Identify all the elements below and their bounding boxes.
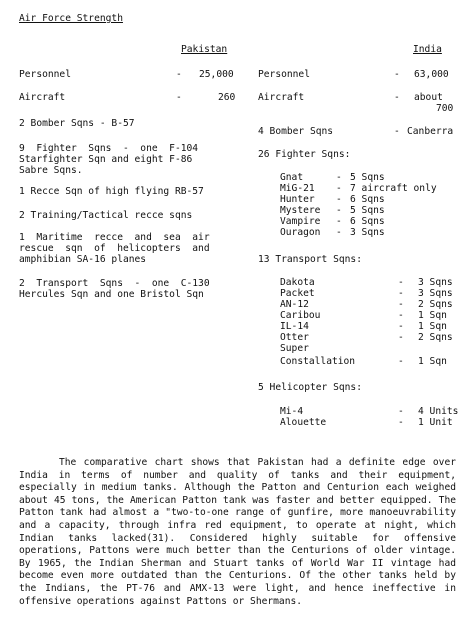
- ind-fighter-heading: 26 Fighter Sqns:: [258, 149, 351, 160]
- ind-transport-value: 2 Sqns: [418, 332, 453, 343]
- ind-heli-name: Alouette: [280, 417, 327, 428]
- ind-bomber-label: 4 Bomber Sqns: [258, 126, 334, 137]
- ind-transport-value: 3 Sqns: [418, 288, 453, 299]
- ind-fighter-name: Hunter: [280, 194, 315, 205]
- pak-personnel-value: 25,000: [199, 69, 234, 80]
- ind-fighter-value: 3 Sqns: [350, 227, 385, 238]
- ind-transport-dash: -: [398, 277, 404, 288]
- ind-transport-dash: -: [398, 332, 404, 343]
- pak-training: 2 Training/Tactical recce sqns: [19, 210, 193, 221]
- ind-fighter-dash: -: [336, 183, 342, 194]
- ind-transport-name: Packet: [280, 288, 315, 299]
- ind-aircraft-value-1: about: [414, 92, 443, 103]
- ind-fighter-name: Vampire: [280, 216, 321, 227]
- ind-fighter-value: 5 Sqns: [350, 172, 385, 183]
- ind-personnel-label: Personnel: [258, 69, 310, 80]
- ind-transport-name: IL-14: [280, 321, 309, 332]
- ind-heli-value: 1 Unit: [418, 417, 453, 428]
- ind-fighter-name: Ouragon: [280, 227, 321, 238]
- ind-transport-name: Otter: [280, 332, 309, 343]
- ind-fighter-dash: -: [336, 216, 342, 227]
- pak-maritime-line-2: rescue sqn of helicopters and: [19, 243, 210, 254]
- pak-maritime-line-3: amphibian SA-16 planes: [19, 254, 147, 265]
- header-india: India: [413, 44, 442, 55]
- ind-heli-heading: 5 Helicopter Sqns:: [258, 382, 362, 393]
- pak-bomber: 2 Bomber Sqns - B-57: [19, 118, 135, 129]
- ind-aircraft-dash: -: [394, 92, 400, 103]
- pak-fighter-line-2: Starfighter Sqn and eight F-86: [19, 154, 193, 165]
- ind-transport-name: Dakota: [280, 277, 315, 288]
- pak-fighter-line-1: 9 Fighter Sqns - one F-104: [19, 143, 199, 154]
- ind-aircraft-value-2: 700: [436, 103, 454, 114]
- ind-fighter-dash: -: [336, 194, 342, 205]
- ind-fighter-name: MiG-21: [280, 183, 315, 194]
- pak-aircraft-dash: -: [176, 92, 182, 103]
- pak-transport-line-2: Hercules Sqn and one Bristol Sqn: [19, 289, 204, 300]
- ind-fighter-value: 6 Sqns: [350, 194, 385, 205]
- ind-transport-dash: -: [398, 299, 404, 310]
- pak-aircraft-value: 260: [218, 92, 236, 103]
- ind-heli-dash: -: [398, 406, 404, 417]
- ind-super-dash: -: [398, 356, 404, 367]
- ind-transport-dash: -: [398, 321, 404, 332]
- pak-maritime-line-1: 1 Maritime recce and sea air: [19, 232, 210, 243]
- ind-heli-name: Mi-4: [280, 406, 304, 417]
- ind-transport-value: 3 Sqns: [418, 277, 453, 288]
- ind-fighter-name: Gnat: [280, 172, 304, 183]
- ind-fighter-dash: -: [336, 172, 342, 183]
- body-paragraph: [19, 457, 456, 608]
- pak-transport-line-1: 2 Transport Sqns - one C-130: [19, 278, 210, 289]
- ind-transport-name: AN-12: [280, 299, 309, 310]
- ind-fighter-value: 5 Sqns: [350, 205, 385, 216]
- header-pakistan: Pakistan: [181, 44, 228, 55]
- ind-transport-value: 1 Sqn: [418, 321, 447, 332]
- ind-fighter-dash: -: [336, 205, 342, 216]
- ind-transport-value: 2 Sqns: [418, 299, 453, 310]
- ind-heli-value: 4 Units: [418, 406, 459, 417]
- ind-bomber-value: Canberra: [407, 126, 454, 137]
- ind-transport-dash: -: [398, 288, 404, 299]
- pak-personnel-dash: -: [176, 69, 182, 80]
- ind-super-value: 1 Sqn: [418, 356, 447, 367]
- ind-super-line-1: Super: [280, 343, 309, 354]
- ind-personnel-value: 63,000: [414, 69, 449, 80]
- ind-transport-dash: -: [398, 310, 404, 321]
- paragraph-text: The comparative chart shows that Pakistan had a definite edge over India in terms of number and quality of tanks and their equipment, especially in medium tanks. Although the Patton and Centurion each weighed about 45 tons, the American Patton tank was faster and better equipped. The Patton tank had almost a "two-to-one range of gunfire, more manoeuvrability and a capacity, through infra red equipment, to operate at night, which Indian tanks lacked(31). Considered highly suitable for offensive operations, Pattons were much better than the Centurions of older vintage. By 1965, the Indian Sherman and Stuart tanks of World War II vintage had become even more outdated than the Centurions. Of the other tanks held by the Indians, the PT-76 and AMX-13 were light, and hence ineffective in offensive operations against Pattons or Shermans.: [19, 457, 456, 607]
- ind-transport-value: 1 Sqn: [418, 310, 447, 321]
- pak-personnel-label: Personnel: [19, 69, 71, 80]
- ind-fighter-dash: -: [336, 227, 342, 238]
- ind-transport-name: Caribou: [280, 310, 321, 321]
- ind-aircraft-label: Aircraft: [258, 92, 305, 103]
- ind-heli-dash: -: [398, 417, 404, 428]
- ind-personnel-dash: -: [394, 69, 400, 80]
- ind-super-line-2: Constallation: [280, 356, 356, 367]
- ind-bomber-dash: -: [394, 126, 400, 137]
- ind-fighter-value: 6 Sqns: [350, 216, 385, 227]
- ind-fighter-value: 7 aircraft only: [350, 183, 437, 194]
- ind-transport-heading: 13 Transport Sqns:: [258, 254, 362, 265]
- pak-fighter-line-3: Sabre Sqns.: [19, 165, 83, 176]
- ind-fighter-name: Mystere: [280, 205, 321, 216]
- pak-recce: 1 Recce Sqn of high flying RB-57: [19, 186, 204, 197]
- pak-aircraft-label: Aircraft: [19, 92, 66, 103]
- page-title: Air Force Strength: [19, 13, 123, 24]
